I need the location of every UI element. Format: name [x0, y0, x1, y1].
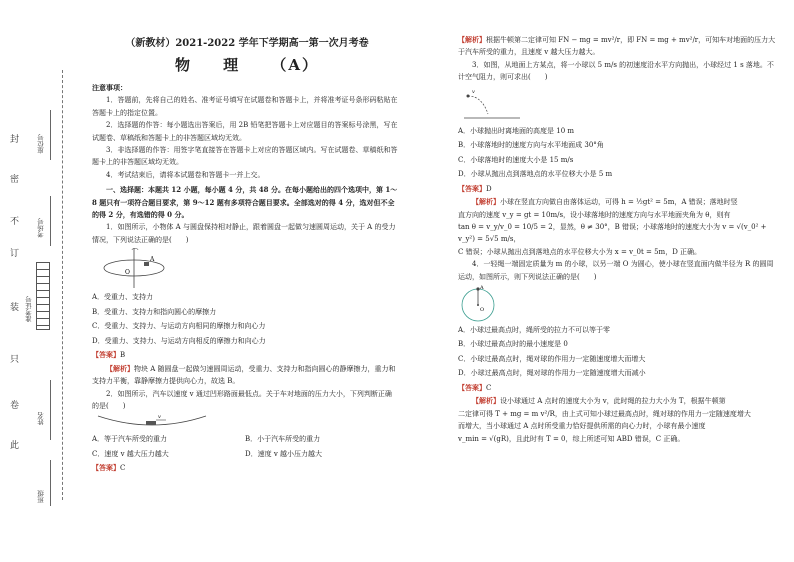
- analysis-paragraph: [458, 196, 776, 208]
- seal-char: 封: [10, 135, 20, 145]
- question-stem: 4．一轻绳一端固定质量为 m 的小球，以另一端 O 为圆心，使小球在竖直面内做半径为 R 的圆周运动，如图所示，则下列说法正确的是( ): [458, 260, 774, 281]
- option: D．小球从抛出点到落地点的水平位移大小是 5 m: [458, 170, 613, 179]
- analysis-text: 小球在竖直方向做自由落体运动，可得 h = ½gt² = 5m，A 错误；落地时竖: [500, 198, 738, 207]
- options-row: [92, 432, 398, 447]
- exam-room-line: [50, 196, 51, 246]
- analysis-text: N = mg + m: [641, 36, 686, 44]
- question-stem: 2．如图所示，汽车以速度 v 通过凹形路面最低点。关于车对地面的压力大小，下列判断正确的是( ): [92, 389, 392, 410]
- option: D．小球过最高点时，绳对球的作用力一定随速度增大而减小: [458, 369, 646, 378]
- label-o: O: [125, 269, 130, 277]
- answer-tag: 【答案】: [458, 382, 486, 392]
- car-icon: [146, 421, 156, 425]
- note-item: 4．考试结束后，请将本试题卷和答题卡一并上交。: [106, 170, 265, 179]
- analysis-text: 物块 A 随圆盘一起做匀速圆周运动，受重力、支持力和指向圆心的静摩擦力，重力和支持力平衡，靠静摩擦力提供向心力，故选 B。: [92, 364, 396, 386]
- options-row: [92, 447, 398, 462]
- analysis-text: 根据牛顿第二定律可知 F: [486, 36, 564, 44]
- analysis-line: C 错误；小球从抛出点到落地点的水平位移大小为 x = v_0t = 5m，D 正确。: [458, 247, 702, 256]
- subject-name: 物 理: [174, 56, 253, 74]
- option: A．等于汽车所受的重力: [92, 435, 168, 444]
- option: C．速度 v 越大压力越大: [92, 449, 169, 458]
- analysis-text: N − mg = m: [563, 36, 608, 44]
- option: C．受重力、支持力、与运动方向相同的摩擦力和向心力: [92, 322, 266, 331]
- analysis-paragraph: [92, 363, 398, 388]
- version-label: （A）: [271, 56, 320, 74]
- analysis-text: v²/r: [607, 36, 621, 44]
- analysis-line: 二定律可得 T + mg = m v²/R，由上式可知小球过最高点时，绳对球的作用力一定随速度增大: [458, 409, 751, 418]
- analysis-line: 直方向的速度 v_y = gt = 10m/s，设小球落地时的速度方向与水平地面夹角为 θ，则有: [458, 210, 731, 219]
- q3-projectile-figure: [458, 84, 776, 124]
- analysis-text: v²/r: [685, 36, 699, 44]
- option: B．受重力、支持力和指向圆心的摩擦力: [92, 307, 217, 316]
- answer-value: B: [120, 351, 126, 360]
- answer-line: [458, 381, 776, 396]
- ball-icon: [467, 94, 470, 97]
- question-stem: 3．如图，从地面上方某点，将一小球以 5 m/s 的初速度沿水平方向抛出，小球经过 1 s 落地。不计空气阻力，则可求出( ): [458, 60, 774, 82]
- q2-road-figure: [92, 412, 398, 432]
- option: C．小球落地时的速度大小是 15 m/s: [458, 155, 574, 164]
- analysis-tag: 【解析】: [472, 396, 500, 406]
- name-line: [50, 380, 51, 440]
- label-v: v: [472, 88, 475, 95]
- option: A．小球过最高点时，绳所受的拉力不可以等于零: [458, 325, 611, 334]
- right-column: [458, 34, 776, 445]
- analysis-line: tan θ = v_y/v_0 = 10/5 = 2，显然，θ ≠ 30°，B 错误；小球落地时的速度大小为 v = √(v_0² + v_y²) = 5√5 m/s，: [458, 222, 767, 244]
- label-v: v: [158, 414, 161, 421]
- rotation-arrow-icon: [132, 249, 138, 251]
- option: D．受重力、支持力、与运动方向相反的摩擦力和向心力: [92, 336, 266, 345]
- analysis-line: v_min = √(gR)，且此时有 T = 0，综上所述可知 ABD 错误，C 正确。: [458, 434, 685, 443]
- analysis-line: 而增大，当小球通过 A 点时所受重力恰好提供所需的向心力时，小球有最小速度: [458, 422, 706, 431]
- option: B．小球落地时的速度方向与水平地面成 30°角: [458, 141, 604, 150]
- label-a: A: [150, 256, 155, 264]
- option: B．小球过最高点时的最小速度是 0: [458, 340, 568, 349]
- exam-title: （新教材）2021-2022 学年下学期高一第一次月考卷: [125, 38, 369, 49]
- analysis-text: 设小球通过 A 点时的速度大小为 v，此时绳的拉力大小为 T，根据牛顿第: [500, 397, 726, 406]
- ticket-number-label: 准考证号: [25, 296, 33, 322]
- trajectory: [468, 96, 488, 114]
- analysis-text: ，可知车对地面的: [698, 36, 755, 44]
- option: B．小于汽车所受的重力: [245, 435, 321, 444]
- seal-char: 装: [10, 303, 20, 313]
- note-item: 2．选择题的作答：每小题选出答案后，用 2B 铅笔把答题卡上对应题目的答案标号涂黑，写在试题卷、草稿纸和答题卡上的非答题区域均无效。: [92, 121, 398, 142]
- ticket-number-box[interactable]: [36, 262, 50, 330]
- center-point: [477, 304, 479, 306]
- option: C．小球过最高点时，绳对球的作用力一定随速度增大而增大: [458, 354, 646, 363]
- section-intro: 一、选择题：本题共 12 小题，每小题 4 分，共 48 分。在每小题给出的四个选项中，第 1～8 题只有一项符合题目要求，第 9～12 题有多项符合题目要求。全部选对的得 4 分，选对但不全的得 2 分，有选错的得 0 分。: [92, 185, 398, 220]
- seal-char: 卷: [10, 401, 20, 411]
- block-a: [144, 262, 149, 266]
- answer-tag: 【答案】: [92, 463, 120, 473]
- answer-line: [92, 461, 398, 476]
- answer-tag: 【答案】: [458, 183, 486, 193]
- notes-heading: 注意事项：: [92, 83, 127, 92]
- answer-line: [458, 182, 776, 197]
- option: D．速度 v 越小压力越大: [245, 449, 323, 458]
- subject-title: [92, 54, 402, 75]
- class-label: 班级: [37, 490, 45, 503]
- analysis-text: 压力大于汽车所受的重力，且速度 v 越大压力越大。: [458, 36, 776, 57]
- analysis-tag: 【解析】: [472, 197, 500, 207]
- answer-value: C: [486, 383, 492, 392]
- seal-char: 订: [10, 249, 20, 259]
- seal-char: 只: [10, 355, 20, 365]
- label-o: O: [480, 306, 485, 313]
- q1-disk-figure: [92, 246, 398, 290]
- seat-number-line: [50, 110, 51, 160]
- answer-tag: 【答案】: [92, 350, 120, 360]
- question-stem: 1．如图所示，小物体 A 与圆盘保持相对静止，跟着圆盘一起做匀速圆周运动，关于 A 的受力情况，下列说法正确的是( ): [92, 223, 396, 244]
- option: A．受重力、支持力: [92, 293, 154, 302]
- analysis-text: ，即 F: [620, 36, 642, 44]
- option: A．小球抛出时离地面的高度是 10 m: [458, 126, 575, 135]
- analysis-tag: 【解析】: [458, 35, 486, 44]
- seal-char: 此: [10, 441, 20, 451]
- note-item: 3．非选择题的作答：用签字笔直接答在答题卡上对应的答题区域内。写在试题卷、草稿纸和答题卡上的非答题区域均无效。: [92, 146, 398, 167]
- seal-char: 密: [10, 175, 20, 185]
- class-line: [50, 460, 51, 506]
- left-column: [92, 82, 398, 476]
- name-label: 姓名: [37, 412, 45, 425]
- answer-value: D: [486, 184, 492, 193]
- analysis-tag: 【解析】: [106, 363, 134, 373]
- answer-value: C: [120, 464, 126, 473]
- q4-circle-figure: [458, 283, 776, 323]
- binding-dashed-line: [62, 70, 63, 500]
- exam-room-label: 考场号: [37, 218, 45, 238]
- answer-line: [92, 348, 398, 363]
- analysis-paragraph: [458, 395, 776, 407]
- analysis-paragraph: [458, 34, 776, 59]
- label-a: A: [480, 284, 484, 291]
- seat-number-label: 座位号: [37, 134, 45, 154]
- note-item: 1．答题前，先将自己的姓名、准考证号填写在试题卷和答题卡上，并将准考证号条形码粘贴在答题卡上的指定位置。: [92, 96, 398, 117]
- seal-char: 不: [10, 217, 20, 227]
